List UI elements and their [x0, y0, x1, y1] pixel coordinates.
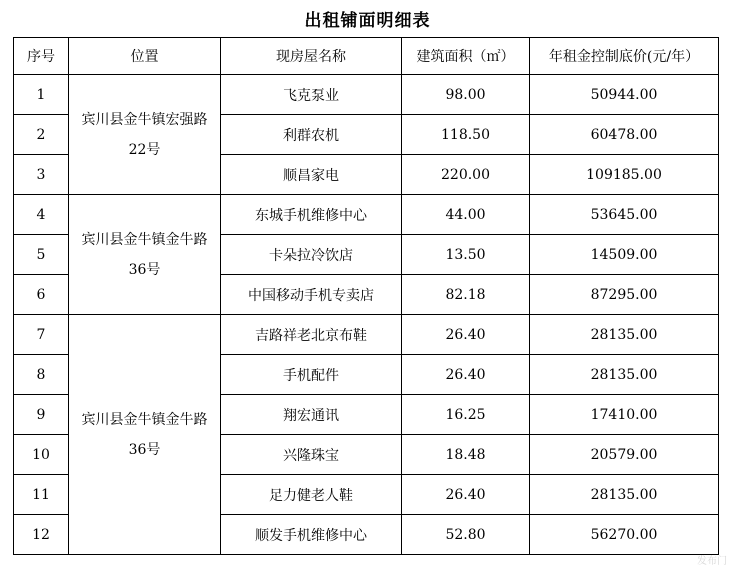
area-cell: 82.18 — [402, 275, 530, 315]
page-title: 出租铺面明细表 — [304, 11, 431, 31]
watermark: 发布门 — [697, 556, 727, 567]
location-cell: 宾川县金牛镇金牛路36号 — [69, 195, 221, 315]
area-cell: 16.25 — [402, 395, 530, 435]
header-annual-rent: 年租金控制底价(元/年） — [530, 38, 719, 75]
house-name-cell: 卡朵拉冷饮店 — [221, 235, 402, 275]
house-name-cell: 足力健老人鞋 — [221, 475, 402, 515]
header-serial: 序号 — [14, 38, 69, 75]
header-location: 位置 — [69, 38, 221, 75]
serial-cell: 6 — [14, 275, 69, 315]
area-cell: 52.80 — [402, 515, 530, 555]
area-cell: 118.50 — [402, 115, 530, 155]
location-cell: 宾川县金牛镇金牛路36号 — [69, 315, 221, 555]
house-name-cell: 吉路祥老北京布鞋 — [221, 315, 402, 355]
header-area: 建筑面积（㎡） — [402, 38, 530, 75]
table-row — [14, 75, 719, 115]
house-name-cell: 中国移动手机专卖店 — [221, 275, 402, 315]
area-cell: 44.00 — [402, 195, 530, 235]
serial-cell: 8 — [14, 355, 69, 395]
serial-cell: 5 — [14, 235, 69, 275]
house-name-cell: 兴隆珠宝 — [221, 435, 402, 475]
house-name-cell: 利群农机 — [221, 115, 402, 155]
location-cell: 宾川县金牛镇宏强路22号 — [69, 75, 221, 195]
house-name-cell: 顺发手机维修中心 — [221, 515, 402, 555]
rent-cell: 109185.00 — [530, 155, 719, 195]
area-cell: 220.00 — [402, 155, 530, 195]
serial-cell: 12 — [14, 515, 69, 555]
table-row — [14, 195, 719, 235]
area-cell: 26.40 — [402, 355, 530, 395]
area-cell: 26.40 — [402, 315, 530, 355]
rent-cell: 87295.00 — [530, 275, 719, 315]
rental-shops-table — [13, 37, 719, 555]
serial-cell: 7 — [14, 315, 69, 355]
serial-cell: 9 — [14, 395, 69, 435]
rent-cell: 28135.00 — [530, 355, 719, 395]
rent-cell: 20579.00 — [530, 435, 719, 475]
rent-cell: 17410.00 — [530, 395, 719, 435]
rent-cell: 60478.00 — [530, 115, 719, 155]
house-name-cell: 东城手机维修中心 — [221, 195, 402, 235]
house-name-cell: 翔宏通讯 — [221, 395, 402, 435]
area-cell: 26.40 — [402, 475, 530, 515]
serial-cell: 2 — [14, 115, 69, 155]
rent-cell: 50944.00 — [530, 75, 719, 115]
serial-cell: 1 — [14, 75, 69, 115]
area-cell: 98.00 — [402, 75, 530, 115]
rent-cell: 28135.00 — [530, 315, 719, 355]
rent-cell: 56270.00 — [530, 515, 719, 555]
header-house-name: 现房屋名称 — [221, 38, 402, 75]
serial-cell: 3 — [14, 155, 69, 195]
table-row — [14, 315, 719, 355]
house-name-cell: 飞克泵业 — [221, 75, 402, 115]
rent-cell: 14509.00 — [530, 235, 719, 275]
area-cell: 18.48 — [402, 435, 530, 475]
house-name-cell: 顺昌家电 — [221, 155, 402, 195]
rent-cell: 53645.00 — [530, 195, 719, 235]
rent-cell: 28135.00 — [530, 475, 719, 515]
table-header-row — [14, 38, 719, 75]
serial-cell: 11 — [14, 475, 69, 515]
house-name-cell: 手机配件 — [221, 355, 402, 395]
area-cell: 13.50 — [402, 235, 530, 275]
serial-cell: 10 — [14, 435, 69, 475]
serial-cell: 4 — [14, 195, 69, 235]
